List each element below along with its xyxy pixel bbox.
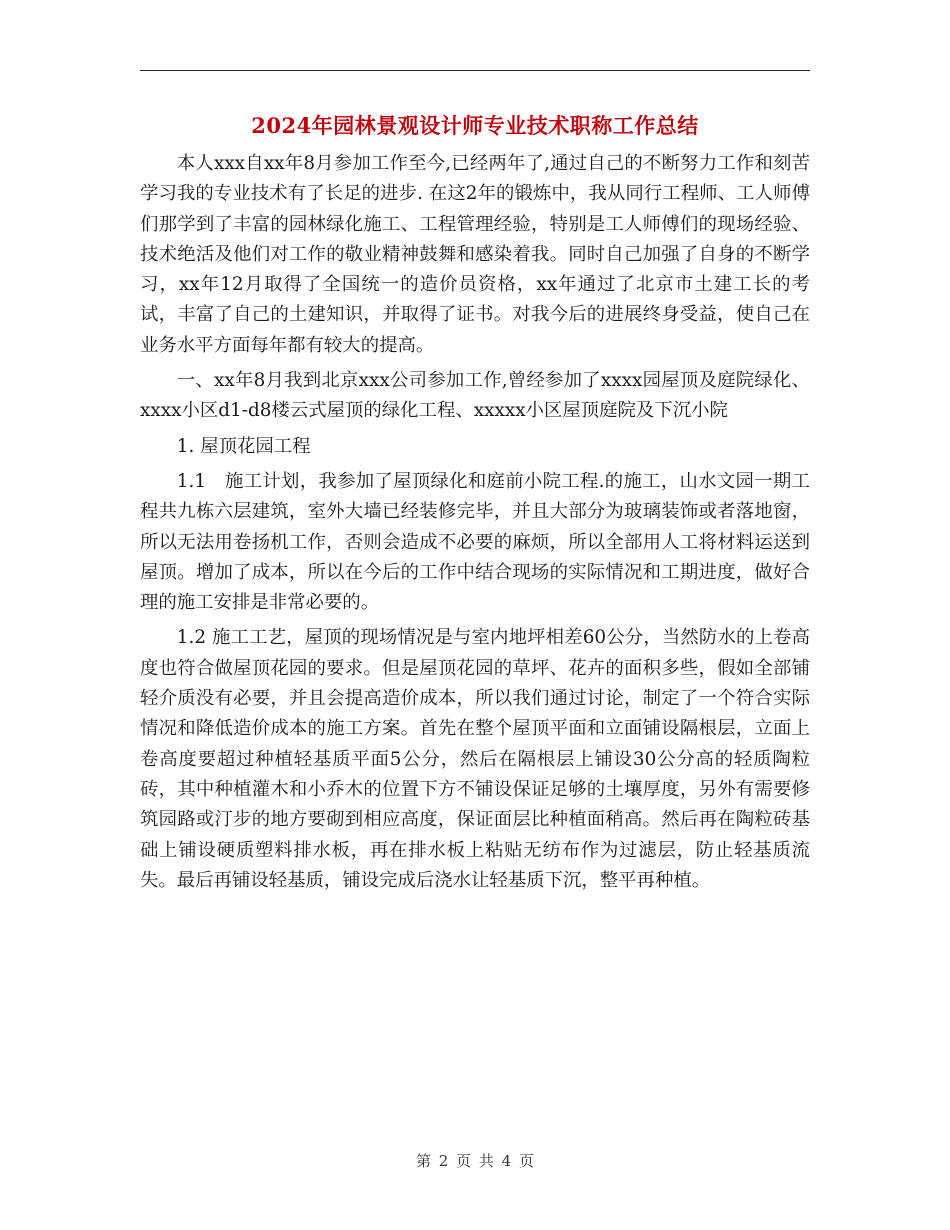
document-body (140, 149, 810, 901)
paragraph-heading-rooftop: 1. 屋顶花园工程 (176, 435, 311, 457)
page-footer: 第 2 页 共 4 页 (416, 1152, 534, 1170)
header-rule (140, 70, 810, 71)
paragraph-construction-process: 1.2 施工工艺，屋顶的现场情况是与室内地坪相差60公分，当然防水的上卷高度也符合做屋顶花园的要求。但是屋顶花园的草坪、花卉的面积多些，假如全部铺轻介质没有必要，并且会提高造价成本，所以我们通过讨论，制定了一个符合实际情况和降低造价成本的施工方案。首先在整个屋顶平面和立面铺设隔根层，立面上卷高度要超过种植轻基质平面5公分，然后在隔根层上铺设30公分高的轻质陶粒砖，其中种植灌木和小乔木的位置下方不铺设保证足够的土壤厚度，另外有需要修筑园路或汀步的地方要砌到相应高度，保证面层比种植面稍高。然后再在陶粒砖基础上铺设硬质塑料排水板，再在排水板上粘贴无纺布作为过滤层，防止轻基质流失。最后再铺设轻基质，铺设完成后浇水让轻基质下沉，整平再种植。 (140, 627, 810, 891)
paragraph-intro: 本人xxx自xx年8月参加工作至今,已经两年了,通过自己的不断努力工作和刻苦学习我的专业技术有了长足的进步. 在这2年的锻炼中，我从同行工程师、工人师傅们那学到了丰富的园林绿化施工、工程管理经验，特别是工人师傅们的现场经验、技术绝活及他们对工作的敬业精神鼓舞和感染着我。同时自己加强了自身的不断学习，xx年12月取得了全国统一的造价员资格，xx年通过了北京市土建工长的考试，丰富了自己的土建知识，并取得了证书。对我今后的进展终身受益，使自己在业务水平方面每年都有较大的提高。 (140, 153, 810, 356)
paragraph-construction-plan: 1.1 施工计划，我参加了屋顶绿化和庭前小院工程.的施工，山水文园一期工程共九栋六层建筑，室外大墙已经装修完毕，并且大部分为玻璃装饰或者落地窗，所以无法用卷扬机工作，否则会造成不必要的麻烦，所以全部用人工将材料运送到屋顶。增加了成本，所以在今后的工作中结合现场的实际情况和工期进度，做好合理的施工安排是非常必要的。 (140, 470, 810, 614)
document-title: 2024年园林景观设计师专业技术职称工作总结 (251, 113, 699, 138)
paragraph-section-1: 一、xx年8月我到北京xxx公司参加工作,曾经参加了xxxx园屋顶及庭院绿化、xxxx小区d1-d8楼云式屋顶的绿化工程、xxxxx小区屋顶庭院及下沉小院 (140, 370, 810, 422)
